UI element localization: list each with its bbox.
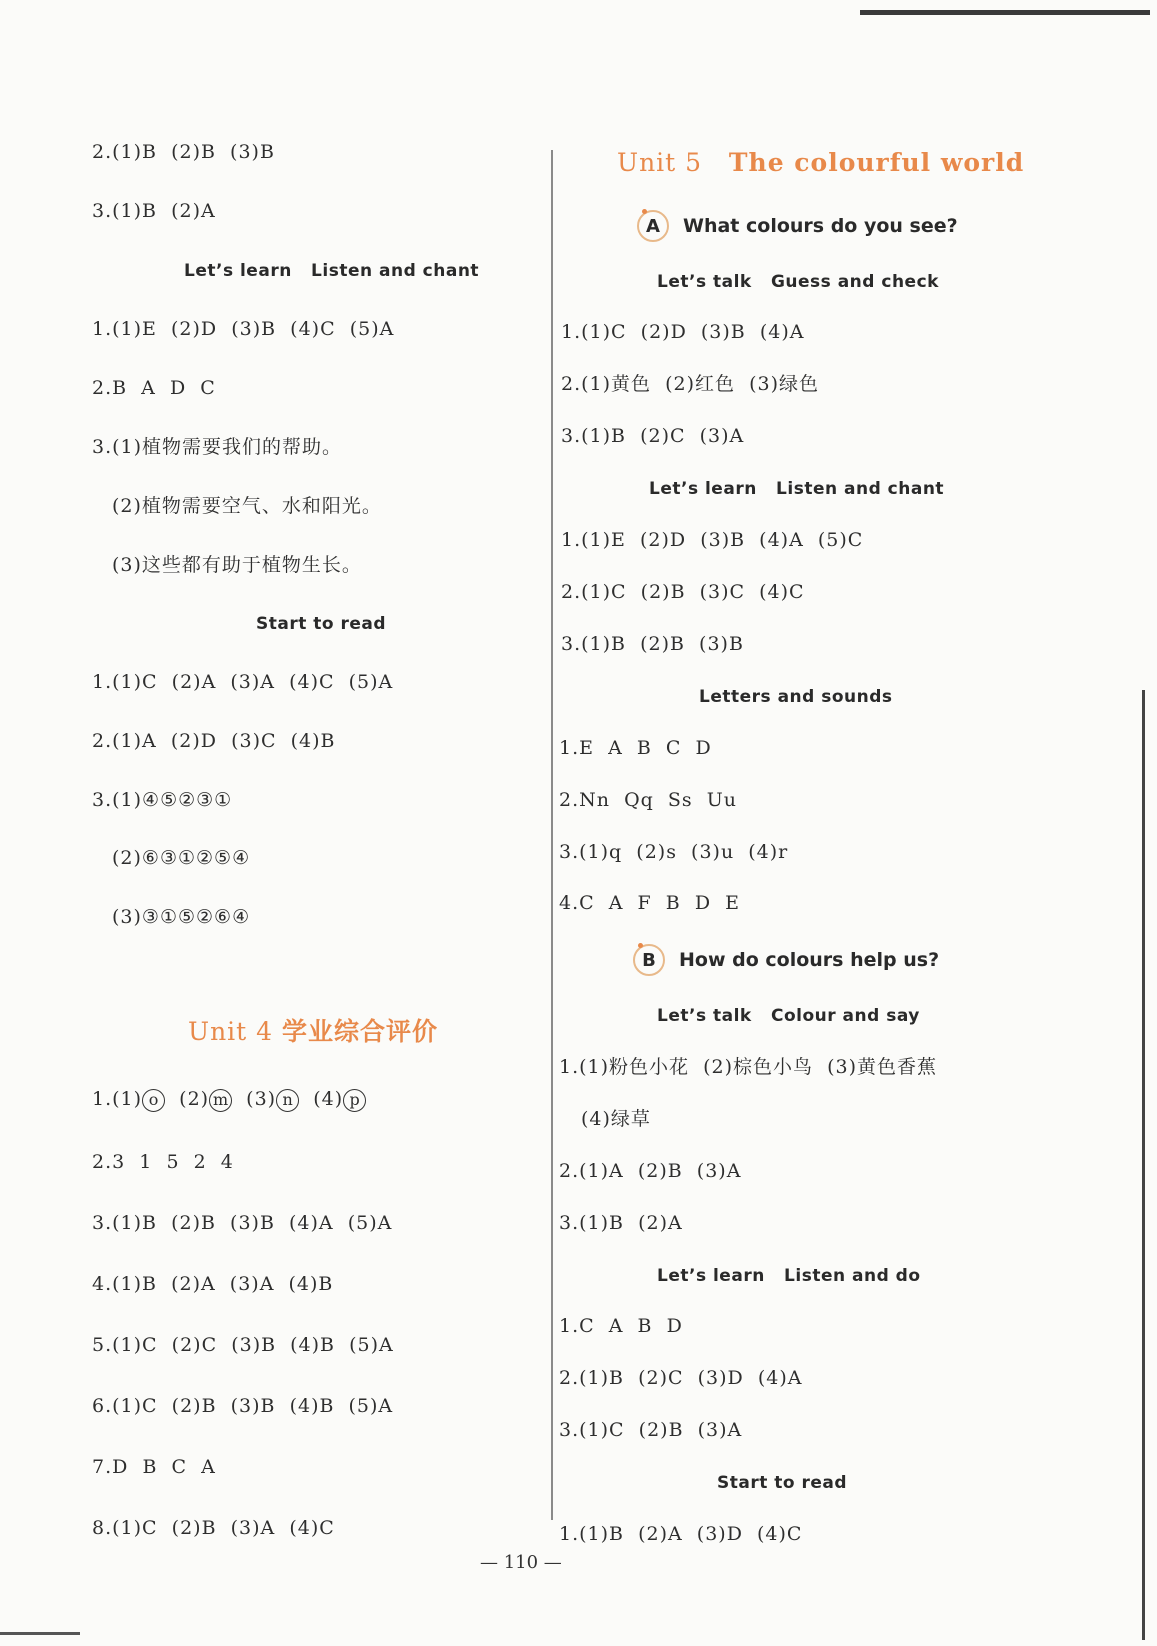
section-heading-lets-learn: Let’s learn Listen and do (657, 1266, 921, 1286)
answer-line: 3.(1)B (2)A (92, 200, 216, 222)
answer-line: 2.(1)黄色 (2)红色 (3)绿色 (561, 373, 820, 395)
answer-line: 3.(1)B (2)C (3)A (561, 425, 745, 447)
answer-line: (2)⑥③①②⑤④ (112, 847, 251, 869)
bottom-smudge (0, 1632, 80, 1635)
answer-line: (3)③①⑤②⑥④ (112, 906, 251, 928)
answer-line: 2.B A D C (92, 377, 216, 399)
answer-line: 2.(1)A (2)B (3)A (559, 1160, 742, 1182)
answer-line: 7.D B C A (92, 1456, 216, 1478)
section-a-title: What colours do you see? (683, 215, 958, 237)
answer-line: 1.(1)C (2)A (3)A (4)C (5)A (92, 671, 394, 693)
section-a-header (637, 210, 958, 242)
answer-line: 4.(1)B (2)A (3)A (4)B (92, 1273, 334, 1295)
item-number: (4) (313, 1088, 344, 1110)
answer-line-circled (92, 1087, 366, 1112)
section-b-header (633, 944, 939, 976)
answer-line: 2.Nn Qq Ss Uu (559, 789, 737, 811)
answer-line: 6.(1)C (2)B (3)B (4)B (5)A (92, 1395, 394, 1417)
section-heading-lets-talk: Let’s talk Guess and check (657, 272, 939, 292)
unit-name: 学业综合评价 (282, 1017, 439, 1046)
unit-name: The colourful world (728, 148, 1025, 177)
answer-line: 2.(1)B (2)B (3)B (92, 141, 275, 163)
section-heading-start-to-read: Start to read (256, 614, 387, 634)
section-heading-lets-learn: Let’s learn Listen and chant (649, 479, 945, 499)
answer-line: 3.(1)植物需要我们的帮助。 (92, 436, 343, 458)
item-number: (1) (112, 1088, 143, 1110)
answer-line: 1.C A B D (559, 1315, 683, 1337)
answer-line: 1.(1)E (2)D (3)B (4)C (5)A (92, 318, 395, 340)
item-number: (2) (179, 1088, 210, 1110)
answer-line: (3)这些都有助于植物生长。 (112, 554, 362, 576)
answer-line: 8.(1)C (2)B (3)A (4)C (92, 1517, 335, 1539)
answer-line: 2.(1)B (2)C (3)D (4)A (559, 1367, 803, 1389)
section-b-title: How do colours help us? (679, 949, 940, 971)
section-heading-lets-learn: Let’s learn Listen and chant (184, 261, 480, 281)
answer-line: 1.(1)E (2)D (3)B (4)A (5)C (561, 529, 864, 551)
answer-line: 4.C A F B D E (559, 892, 741, 914)
circled-letter: p (343, 1089, 366, 1112)
answer-line: 3.(1)B (2)B (3)B (4)A (5)A (92, 1212, 393, 1234)
answer-line: 1.E A B C D (559, 737, 712, 759)
answer-line: 5.(1)C (2)C (3)B (4)B (5)A (92, 1334, 394, 1356)
unit-label: Unit 5 (617, 148, 703, 177)
answer-line: (2)植物需要空气、水和阳光。 (112, 495, 382, 517)
answer-line: 2.3 1 5 2 4 (92, 1151, 234, 1173)
unit-5-title (617, 148, 1024, 177)
answer-line: 1.(1)粉色小花 (2)棕色小鸟 (3)黄色香蕉 (559, 1056, 938, 1078)
unit-4-title (188, 1012, 438, 1048)
answer-line: 3.(1)④⑤②③① (92, 789, 233, 811)
item-number: (3) (246, 1088, 277, 1110)
page-edge-shadow (1142, 690, 1145, 1640)
top-rule (860, 10, 1150, 15)
answer-line: 3.(1)B (2)B (3)B (561, 633, 744, 655)
section-b-badge: B (633, 944, 665, 976)
answer-line: 1.(1)B (2)A (3)D (4)C (559, 1523, 803, 1545)
answer-line: 3.(1)B (2)A (559, 1212, 683, 1234)
section-heading-lets-talk: Let’s talk Colour and say (657, 1006, 920, 1026)
answer-line: (4)绿草 (581, 1108, 651, 1130)
page-number: — 110 — (480, 1552, 562, 1573)
circled-letter: n (276, 1089, 299, 1112)
answer-line: 3.(1)C (2)B (3)A (559, 1419, 743, 1441)
circled-letter: m (209, 1089, 232, 1112)
answer-line: 1.(1)C (2)D (3)B (4)A (561, 321, 805, 343)
column-divider (551, 150, 553, 1520)
answer-line: 2.(1)A (2)D (3)C (4)B (92, 730, 336, 752)
question-number: 1. (92, 1088, 113, 1110)
answer-line: 3.(1)q (2)s (3)u (4)r (559, 841, 789, 863)
unit-label: Unit 4 (188, 1017, 274, 1046)
section-heading-letters-sounds: Letters and sounds (699, 687, 893, 707)
answer-line: 2.(1)C (2)B (3)C (4)C (561, 581, 805, 603)
circled-letter: o (142, 1089, 165, 1112)
section-a-badge: A (637, 210, 669, 242)
section-heading-start-to-read: Start to read (717, 1473, 848, 1493)
